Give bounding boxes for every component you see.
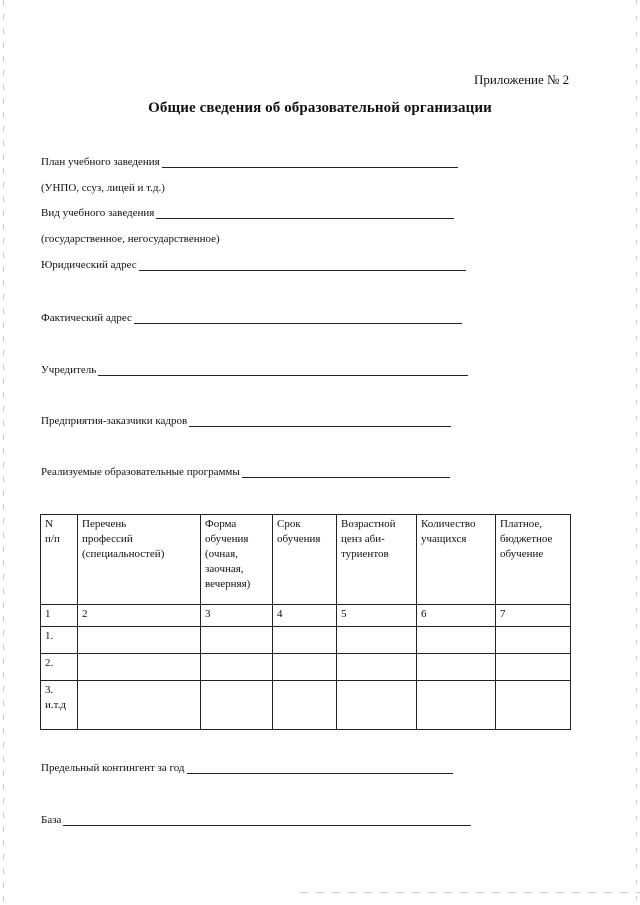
actual-address-label: Фактический адрес <box>41 312 132 324</box>
type-hint: (государственное, негосударственное) <box>41 233 220 245</box>
column-number-cell: 2 <box>78 605 201 627</box>
table-row <box>41 627 571 654</box>
legal-address-field <box>41 259 466 271</box>
employers-input-line[interactable] <box>189 416 451 427</box>
table-row <box>41 681 571 730</box>
founder-label: Учредитель <box>41 364 97 376</box>
base-input-line[interactable] <box>63 815 471 826</box>
employers-label: Предприятия-заказчики кадров <box>41 415 188 427</box>
column-number-row <box>41 605 571 627</box>
table-cell[interactable] <box>496 681 571 730</box>
table-cell[interactable] <box>496 654 571 681</box>
header-cell-duration: Срок обучения <box>273 515 337 605</box>
table-cell[interactable] <box>337 627 417 654</box>
plan-input-line[interactable] <box>162 157 458 168</box>
header-cell-number: N п/п <box>41 515 78 605</box>
type-input-line[interactable] <box>156 208 454 219</box>
header-cell-form: Форма обучения (очная, заочная, вечерняя) <box>201 515 273 605</box>
row-index-cell: 3. и.т.д <box>41 681 78 730</box>
type-label: Вид учебного заведения <box>41 207 155 219</box>
table-cell[interactable] <box>273 654 337 681</box>
header-cell-age: Возрастной ценз аби- туриентов <box>337 515 417 605</box>
plan-hint: (УНПО, ссуз, лицей и т.д.) <box>41 182 165 194</box>
table-cell[interactable] <box>201 654 273 681</box>
column-number-cell: 5 <box>337 605 417 627</box>
table-cell[interactable] <box>201 627 273 654</box>
table-cell[interactable] <box>417 627 496 654</box>
contingent-input-line[interactable] <box>187 763 453 774</box>
table-cell[interactable] <box>337 654 417 681</box>
founder-input-line[interactable] <box>98 365 468 376</box>
actual-address-field <box>41 312 462 324</box>
column-number-cell: 4 <box>273 605 337 627</box>
table-cell[interactable] <box>417 681 496 730</box>
column-number-cell: 3 <box>201 605 273 627</box>
appendix-label: Приложение № 2 <box>474 72 570 87</box>
base-field <box>41 814 471 826</box>
table-header-row <box>41 515 571 605</box>
base-label: База <box>41 814 62 826</box>
page-title: Общие сведения об образовательной организации <box>148 100 492 116</box>
table-cell[interactable] <box>78 681 201 730</box>
scan-bottom-edge <box>300 892 640 893</box>
scan-edge-right <box>636 0 637 905</box>
programs-label: Реализуемые образовательные программы <box>41 466 240 478</box>
legal-address-label: Юридический адрес <box>41 259 137 271</box>
contingent-label: Предельный контингент за год <box>41 762 185 774</box>
programs-input-line[interactable] <box>242 467 450 478</box>
type-field <box>41 207 454 219</box>
contingent-field <box>41 762 453 774</box>
column-number-cell: 1 <box>41 605 78 627</box>
table-cell[interactable] <box>201 681 273 730</box>
table-row <box>41 654 571 681</box>
table-cell[interactable] <box>417 654 496 681</box>
header-cell-funding: Платное, бюджетное обучение <box>496 515 571 605</box>
employers-field <box>41 415 451 427</box>
founder-field <box>41 364 468 376</box>
row-index-cell: 2. <box>41 654 78 681</box>
table-cell[interactable] <box>78 654 201 681</box>
table-cell[interactable] <box>273 627 337 654</box>
column-number-cell: 7 <box>496 605 571 627</box>
plan-label: План учебного заведения <box>41 156 160 168</box>
plan-field <box>41 156 458 168</box>
table-cell[interactable] <box>273 681 337 730</box>
table-cell[interactable] <box>78 627 201 654</box>
scan-edge-left <box>3 0 4 905</box>
legal-address-input-line[interactable] <box>139 260 466 271</box>
column-number-cell: 6 <box>417 605 496 627</box>
table-cell[interactable] <box>496 627 571 654</box>
header-cell-professions: Перечень профессий (специальностей) <box>78 515 201 605</box>
programs-field <box>41 466 450 478</box>
table-cell[interactable] <box>337 681 417 730</box>
programs-table <box>40 514 571 730</box>
actual-address-input-line[interactable] <box>134 313 462 324</box>
row-index-cell: 1. <box>41 627 78 654</box>
header-cell-count: Количество учащихся <box>417 515 496 605</box>
